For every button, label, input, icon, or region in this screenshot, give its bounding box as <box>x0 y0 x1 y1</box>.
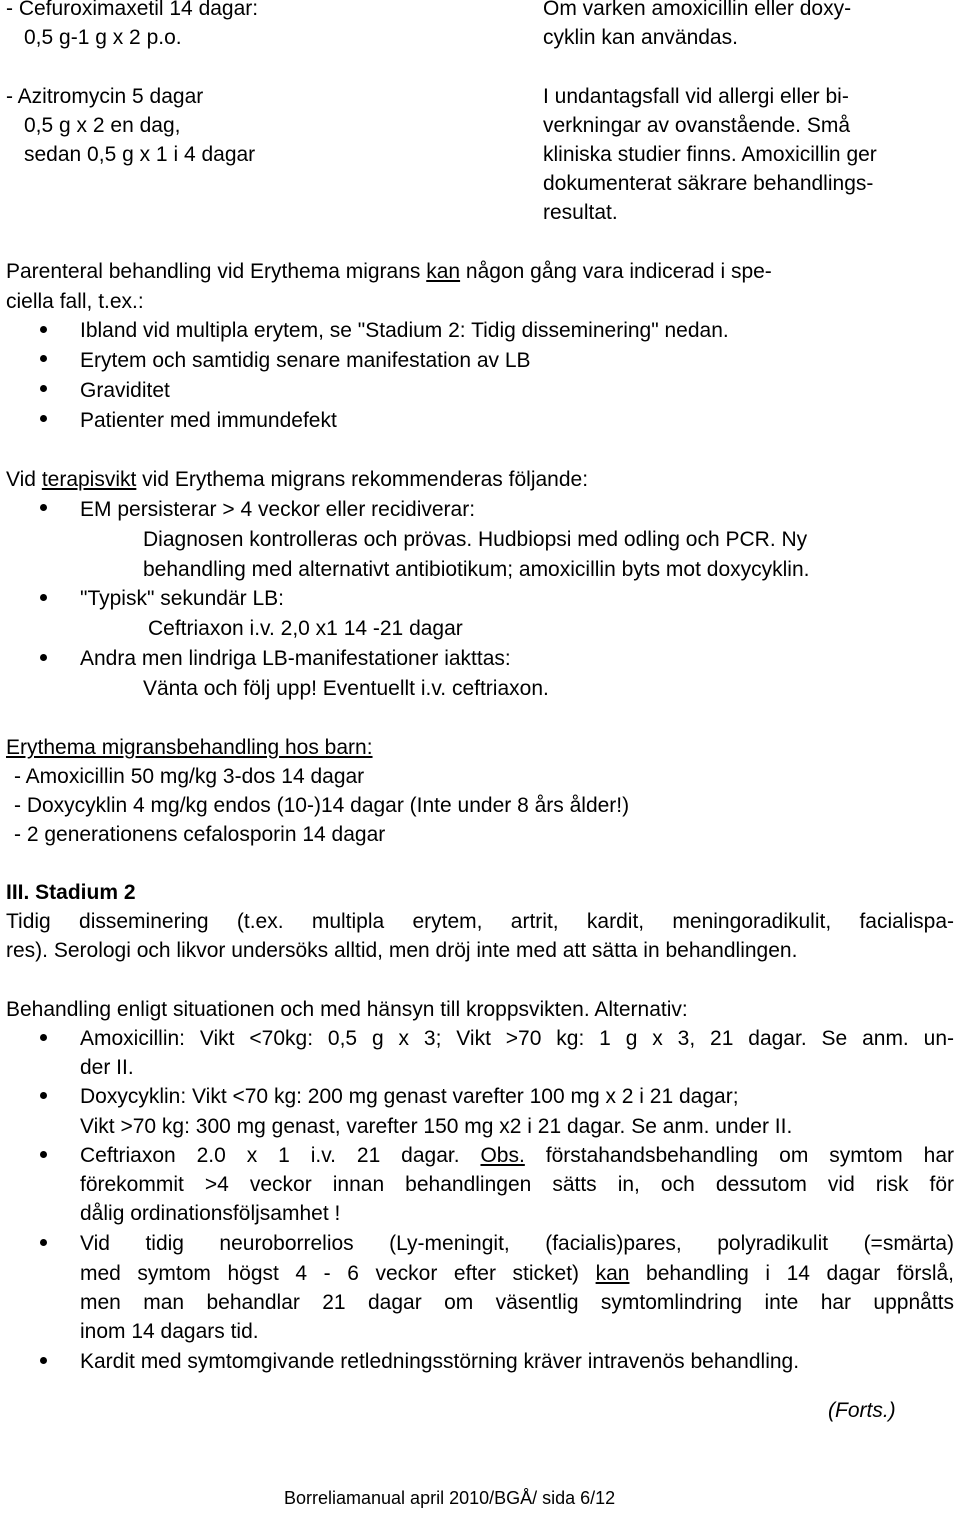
neuro-line-2 <box>80 1259 954 1288</box>
bullet-icon <box>40 355 47 362</box>
terapisvikt-post: vid Erythema migrans rekommenderas följande: <box>136 468 589 491</box>
parenteral-bullet-4: Patienter med immundefekt <box>80 409 337 432</box>
bullet-icon <box>40 1092 47 1099</box>
stadium2-line-1: Tidig disseminering (t.ex. multipla erytem, artrit, kardit, meningoradikulit, facialispa- <box>6 910 954 933</box>
bullet-icon <box>40 1151 47 1158</box>
ceftriaxon-obs: Obs. <box>480 1144 525 1167</box>
right-col-line-3: I undantagsfall vid allergi eller bi- <box>543 85 849 108</box>
barn-item-1: - Amoxicillin 50 mg/kg 3-dos 14 dagar <box>14 765 365 788</box>
bullet-icon <box>40 1239 47 1246</box>
terapisvikt-bullet-1-sub-2: behandling med alternativt antibiotikum; amoxicillin byts mot doxycyklin. <box>143 558 810 581</box>
doxycyklin-line-2: Vikt >70 kg: 300 mg genast, varefter 150 mg x2 i 21 dagar. Se anm. under II. <box>80 1115 793 1138</box>
neuro-line-4: inom 14 dagars tid. <box>80 1320 259 1343</box>
barn-item-2: - Doxycyklin 4 mg/kg endos (10-)14 dagar (Inte under 8 års ålder!) <box>14 794 630 817</box>
bullet-icon <box>40 504 47 511</box>
ceftriaxon-post: förstahandsbehandling om symtom har <box>524 1144 954 1167</box>
azitromycin-line: - Azitromycin 5 dagar <box>6 85 204 108</box>
right-col-line-1: Om varken amoxicillin eller doxy- <box>543 0 852 20</box>
terapisvikt-pre: Vid <box>6 468 42 491</box>
barn-heading: Erythema migransbehandling hos barn: <box>6 736 373 759</box>
neuro-line-3: men man behandlar 21 dagar om väsentlig symtomlindring inte har uppnåtts <box>80 1291 954 1314</box>
parenteral-intro <box>6 257 772 286</box>
right-col-line-5: kliniska studier finns. Amoxicillin ger <box>543 143 877 166</box>
ceftriaxon-line-1 <box>80 1141 954 1170</box>
bullet-icon <box>40 1357 47 1364</box>
parenteral-bullet-3: Graviditet <box>80 379 170 402</box>
parenteral-bullet-1: Ibland vid multipla erytem, se "Stadium 2: Tidig disseminering" nedan. <box>80 319 729 342</box>
right-col-line-4: verkningar av ovanstående. Små <box>543 114 851 137</box>
terapisvikt-intro <box>6 465 588 494</box>
terapisvikt-bullet-2: "Typisk" sekundär LB: <box>80 587 285 610</box>
neuro-kan: kan <box>595 1262 630 1285</box>
ceftriaxon-pre: Ceftriaxon 2.0 x 1 i.v. 21 dagar. <box>80 1144 481 1167</box>
bullet-icon <box>40 654 47 661</box>
amoxicillin-line-1: Amoxicillin: Vikt <70kg: 0,5 g x 3; Vikt >70 kg: 1 g x 3, 21 dagar. Se anm. un- <box>80 1027 954 1050</box>
kardit-line: Kardit med symtomgivande retledningsstörning kräver intravenös behandling. <box>80 1350 800 1373</box>
right-col-line-7: resultat. <box>543 201 618 224</box>
neuro-line-1: Vid tidig neuroborrelios (Ly-meningit, (facialis)pares, polyradikulit (=smärta) <box>80 1232 954 1255</box>
parenteral-bullet-2: Erytem och samtidig senare manifestation av LB <box>80 349 531 372</box>
neuro-pre: med symtom högst 4 - 6 veckor efter sticket) <box>80 1262 596 1285</box>
bullet-icon <box>40 385 47 392</box>
doxycyklin-line-1: Doxycyklin: Vikt <70 kg: 200 mg genast varefter 100 mg x 2 i 21 dagar; <box>80 1085 739 1108</box>
terapisvikt-bullet-1: EM persisterar > 4 veckor eller recidiverar: <box>80 498 476 521</box>
parenteral-pre: Parenteral behandling vid Erythema migrans <box>6 260 427 283</box>
parenteral-underlined: kan <box>426 260 461 283</box>
bullet-icon <box>40 415 47 422</box>
bullet-icon <box>40 1034 47 1041</box>
stadium2-heading: III. Stadium 2 <box>6 881 136 904</box>
azitromycin-dose-1: 0,5 g x 2 en dag, <box>24 114 181 137</box>
ceftriaxon-line-3: dålig ordinationsföljsamhet ! <box>80 1202 341 1225</box>
cefuroxim-dose: 0,5 g-1 g x 2 p.o. <box>24 26 182 49</box>
right-col-line-6: dokumenterat säkrare behandlings- <box>543 172 874 195</box>
page-footer: Borreliamanual april 2010/BGÅ/ sida 6/12 <box>284 1488 616 1508</box>
azitromycin-dose-2: sedan 0,5 g x 1 i 4 dagar <box>24 143 256 166</box>
barn-item-3: - 2 generationens cefalosporin 14 dagar <box>14 823 386 846</box>
terapisvikt-bullet-3: Andra men lindriga LB-manifestationer iakttas: <box>80 647 511 670</box>
parenteral-intro-2: ciella fall, t.ex.: <box>6 290 144 313</box>
terapisvikt-bullet-3-sub: Vänta och följ upp! Eventuellt i.v. ceftriaxon. <box>143 677 549 700</box>
right-col-line-2: cyklin kan användas. <box>543 26 738 49</box>
ceftriaxon-line-2: förekommit >4 veckor innan behandlingen sätts in, och dessutom vid risk för <box>80 1173 954 1196</box>
stadium2-line-2: res). Serologi och likvor undersöks alltid, men dröj inte med att sätta in behandlingen. <box>6 939 798 962</box>
behandling-intro: Behandling enligt situationen och med hänsyn till kroppsvikten. Alternativ: <box>6 998 688 1021</box>
terapisvikt-bullet-2-sub: Ceftriaxon i.v. 2,0 x1 14 -21 dagar <box>148 617 463 640</box>
terapisvikt-bullet-1-sub-1: Diagnosen kontrolleras och prövas. Hudbiopsi med odling och PCR. Ny <box>143 528 808 551</box>
bullet-icon <box>40 326 47 333</box>
parenteral-post: någon gång vara indicerad i spe- <box>460 260 772 283</box>
bullet-icon <box>40 594 47 601</box>
cefuroxim-line: - Cefuroximaxetil 14 dagar: <box>6 0 259 20</box>
amoxicillin-line-2: der II. <box>80 1056 134 1079</box>
forts-label: (Forts.) <box>828 1399 896 1422</box>
terapisvikt-underlined: terapisvikt <box>41 468 137 491</box>
neuro-post: behandling i 14 dagar förslå, <box>629 1262 954 1285</box>
